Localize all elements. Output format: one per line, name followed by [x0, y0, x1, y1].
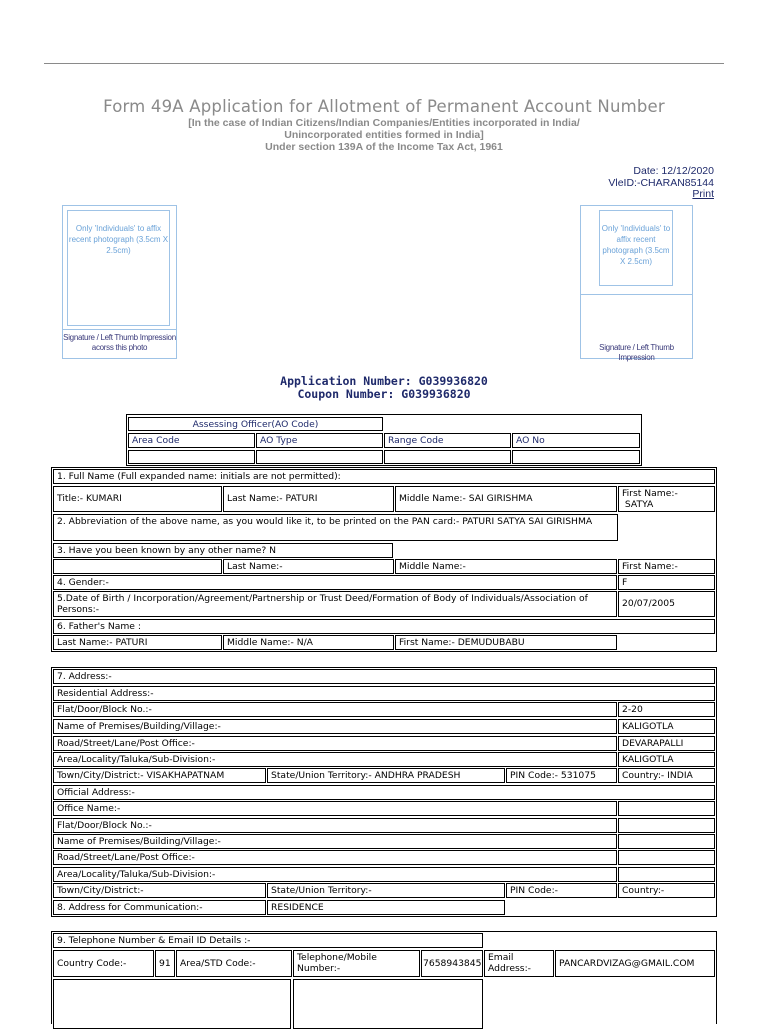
res-road-value: DEVARAPALLI: [618, 736, 715, 751]
middle-name-field: Middle Name:- SAI GIRISHMA: [395, 486, 617, 512]
residential-address-label: Residential Address:-: [53, 686, 715, 701]
gender-label: 4. Gender:-: [53, 575, 617, 590]
off-area-value: [618, 867, 715, 882]
res-premises-label: Name of Premises/Building/Village:-: [53, 719, 617, 734]
res-town-field: Town/City/District:- VISAKHAPATNAM: [53, 768, 266, 783]
other-last-name-field: Last Name:-: [223, 559, 394, 574]
off-state-field: State/Union Territory:-: [267, 883, 505, 898]
off-premises-label: Name of Premises/Building/Village:-: [53, 834, 617, 849]
ao-range-code-label: Range Code: [384, 433, 511, 448]
photo-placeholder-left: Only 'Individuals' to affix recent photograph (3.5cm X 2.5cm): [67, 210, 170, 326]
other-name-field: 3. Have you been known by any other name? N: [53, 543, 393, 558]
contact-extra-cell-2: [293, 979, 483, 1029]
res-state-field: State/Union Territory:- ANDHRA PRADESH: [267, 768, 505, 783]
ao-heading: Assessing Officer(AO Code): [128, 417, 383, 431]
last-name-field: Last Name:- PATURI: [223, 486, 394, 512]
res-area-label: Area/Locality/Taluka/Sub-Division:-: [53, 752, 617, 767]
contact-extra-cell-1: [53, 979, 291, 1029]
email-label: Email Address:-: [484, 950, 554, 977]
res-pin-field: PIN Code:- 531075: [506, 768, 617, 783]
signature-caption-left: Signature / Left Thumb Impression acorss this photo: [63, 333, 176, 352]
first-name-field: First Name:- SATYA: [618, 486, 715, 512]
ao-no-label: AO No: [512, 433, 640, 448]
signature-caption-right: Signature / Left Thumb Impression: [599, 343, 674, 362]
ao-type-label: AO Type: [256, 433, 383, 448]
ao-type-value: [256, 450, 383, 464]
res-area-value: KALIGOTLA: [618, 752, 715, 767]
father-name-label: 6. Father's Name :: [53, 619, 715, 634]
photo-placeholder-right: Only 'Individuals' to affix recent photograph (3.5cm X 2.5cm): [599, 210, 673, 286]
off-town-field: Town/City/District:-: [53, 883, 266, 898]
full-name-label: 1. Full Name (Full expanded name: initials are not permitted):: [53, 469, 715, 484]
ao-area-code-value: [128, 450, 255, 464]
form-title: Form 49A Application for Allotment of Permanent Account Number: [103, 97, 665, 116]
photo-box-left: [62, 205, 177, 359]
top-divider: [44, 63, 724, 64]
off-pin-field: PIN Code:-: [506, 883, 617, 898]
other-middle-name-field: Middle Name:-: [395, 559, 617, 574]
email-value: PANCARDVIZAG@GMAIL.COM: [555, 950, 715, 977]
off-flat-value: [618, 818, 715, 833]
communication-value: RESIDENCE: [267, 900, 505, 915]
abbreviation-field: 2. Abbreviation of the above name, as you would like it, to be printed on the PAN card:- PATURI SATYA SAI GIRISHMA: [53, 514, 618, 541]
form-subtitle-1: [In the case of Indian Citizens/Indian Companies/Entities incorporated in India/: [188, 117, 580, 129]
ao-range-code-value: [384, 450, 511, 464]
photo-box-right: [580, 205, 693, 362]
phone-label: Telephone/Mobile Number:-: [293, 950, 420, 977]
father-last-name: Last Name:- PATURI: [53, 635, 222, 650]
std-code-label: Area/STD Code:-: [176, 950, 292, 977]
other-title-field: [53, 559, 222, 574]
official-address-label: Official Address:-: [53, 785, 715, 800]
gender-value: F: [618, 575, 715, 590]
phone-value: 7658943845: [421, 950, 483, 977]
off-country-field: Country:-: [618, 883, 715, 898]
ao-area-code-label: Area Code: [128, 433, 255, 448]
ao-no-value: [512, 450, 640, 464]
dob-value: 20/07/2005: [618, 591, 715, 617]
country-code-label: Country Code:-: [53, 950, 154, 977]
off-flat-label: Flat/Door/Block No.:-: [53, 818, 617, 833]
vleid-label: VleID:-CHARAN85144: [608, 177, 714, 189]
form-subtitle-2: Unincorporated entities formed in India]: [284, 129, 484, 141]
res-country-field: Country:- INDIA: [618, 768, 715, 783]
form-subtitle-3: Under section 139A of the Income Tax Act, 1961: [265, 141, 503, 153]
other-first-name-field: First Name:-: [618, 559, 715, 574]
contact-label: 9. Telephone Number & Email ID Details :-: [53, 933, 483, 948]
off-road-value: [618, 850, 715, 865]
communication-label: 8. Address for Communication:-: [53, 900, 266, 915]
res-premises-value: KALIGOTLA: [618, 719, 715, 734]
print-link[interactable]: Print: [692, 188, 714, 200]
off-road-label: Road/Street/Lane/Post Office:-: [53, 850, 617, 865]
coupon-number: Coupon Number: G039936820: [297, 387, 471, 401]
application-number: Application Number: G039936820: [280, 374, 488, 388]
res-flat-value: 2-20: [618, 702, 715, 717]
office-name-label: Office Name:-: [53, 801, 617, 816]
title-field: Title:- KUMARI: [53, 486, 222, 512]
off-premises-value: [618, 834, 715, 849]
father-first-name: First Name:- DEMUDUBABU: [395, 635, 617, 650]
country-code-value: 91: [155, 950, 175, 977]
date-label: Date: 12/12/2020: [633, 165, 714, 177]
office-name-value: [618, 801, 715, 816]
res-road-label: Road/Street/Lane/Post Office:-: [53, 736, 617, 751]
address-label: 7. Address:-: [53, 669, 715, 684]
off-area-label: Area/Locality/Taluka/Sub-Division:-: [53, 867, 617, 882]
dob-label: 5.Date of Birth / Incorporation/Agreement/Partnership or Trust Deed/Formation of Body of Individuals/Association of Persons:-: [53, 591, 617, 617]
res-flat-label: Flat/Door/Block No.:-: [53, 702, 617, 717]
father-middle-name: Middle Name:- N/A: [223, 635, 394, 650]
